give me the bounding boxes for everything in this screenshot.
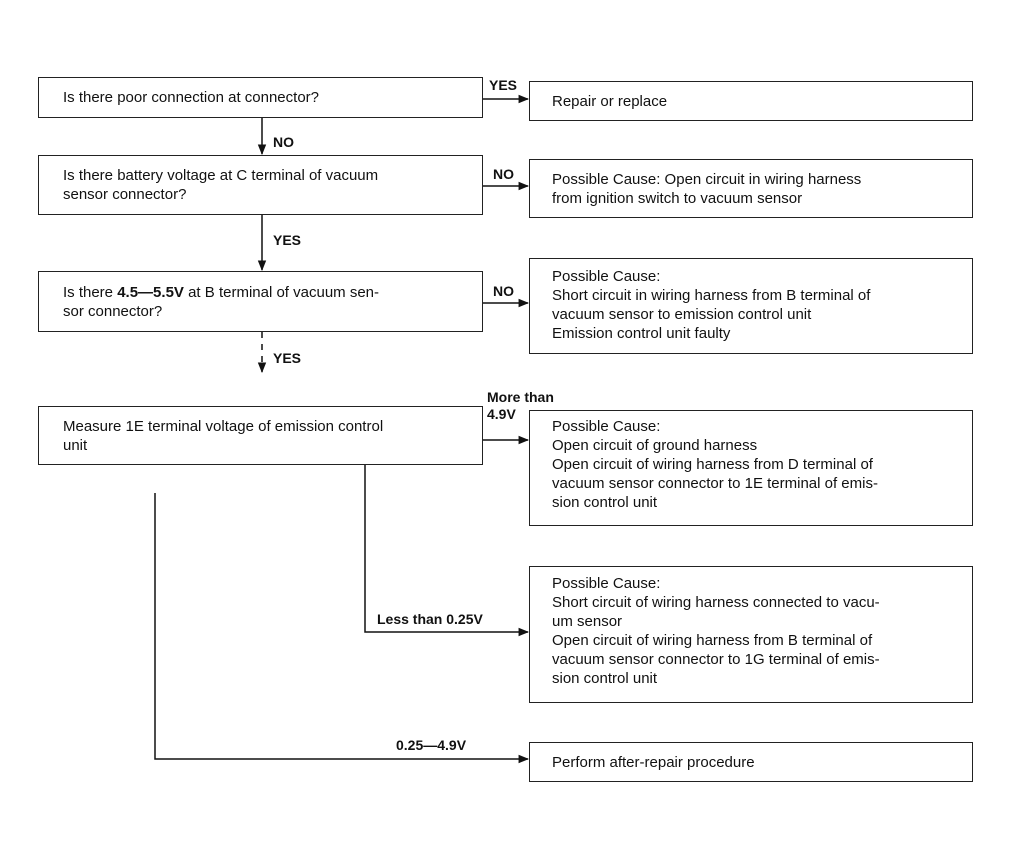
result-text-line: sion control unit — [552, 670, 658, 687]
result-text-line: Possible Cause: — [552, 418, 661, 435]
label-yes-q2: YES — [273, 232, 302, 248]
question-box-battery-voltage — [38, 155, 483, 215]
question-text-line1: Measure 1E terminal voltage of emission control — [63, 417, 384, 435]
label-yes-q1: YES — [489, 77, 518, 93]
result-text-line: Open circuit of ground harness — [552, 437, 758, 454]
result-box-short-circuit-b-terminal — [529, 258, 973, 354]
question-text-line2: sor connector? — [63, 302, 163, 320]
label-more-than-line2: 4.9V — [487, 406, 516, 422]
question-text: Is there poor connection at connector? — [63, 89, 319, 106]
question-text-line2: sensor connector? — [63, 186, 187, 203]
label-range: 0.25—4.9V — [396, 737, 467, 753]
question-box-poor-connection — [38, 77, 483, 118]
result-text-line2: from ignition switch to vacuum sensor — [552, 189, 803, 207]
result-text-line: vacuum sensor to emission control unit — [552, 306, 812, 323]
label-no-q2: NO — [493, 166, 514, 182]
label-more-than-line1: More than — [487, 389, 554, 405]
label-no-q1: NO — [273, 134, 294, 150]
result-text-line: um sensor — [552, 613, 623, 630]
label-more-than — [487, 389, 554, 423]
result-text-line: Short circuit in wiring harness from B terminal of — [552, 287, 871, 304]
result-text: Repair or replace — [552, 92, 668, 110]
question-box-b-terminal — [38, 271, 483, 332]
result-text-line: vacuum sensor connector to 1E terminal of emis- — [552, 475, 878, 492]
result-text-line: Emission control unit faulty — [552, 325, 731, 342]
branch-less-than — [365, 465, 528, 632]
result-text-line1: Possible Cause: Open circuit in wiring harness — [552, 170, 862, 188]
result-text-line: Short circuit of wiring harness connected to vacu- — [552, 594, 880, 611]
result-text: Perform after-repair procedure — [552, 753, 755, 771]
question-text-line1: Is there 4.5—5.5V at B terminal of vacuum sen- — [63, 283, 380, 301]
result-box-repair-replace — [529, 81, 973, 121]
result-box-open-circuit-ground — [529, 410, 973, 526]
label-yes-q3: YES — [273, 350, 302, 366]
result-box-after-repair — [529, 742, 973, 782]
label-less-than: Less than 0.25V — [377, 611, 483, 627]
result-text-line: Possible Cause: — [552, 268, 661, 285]
result-text-line: Open circuit of wiring harness from B terminal of — [552, 632, 873, 649]
question-text-line2: unit — [63, 436, 88, 454]
result-text-line: Possible Cause: — [552, 575, 661, 592]
result-text-line: sion control unit — [552, 494, 658, 511]
question-text-line1: Is there battery voltage at C terminal of vacuum — [63, 167, 379, 184]
result-box-short-circuit-vacuum — [529, 566, 973, 703]
result-text-line: Open circuit of wiring harness from D terminal of — [552, 456, 873, 473]
result-text-line: vacuum sensor connector to 1G terminal of emis- — [552, 651, 880, 668]
question-box-measure-1e — [38, 406, 483, 465]
voltage-range-bold: 4.5—5.5V — [117, 283, 184, 301]
result-box-open-circuit-ignition — [529, 159, 973, 218]
label-no-q3: NO — [493, 283, 514, 299]
